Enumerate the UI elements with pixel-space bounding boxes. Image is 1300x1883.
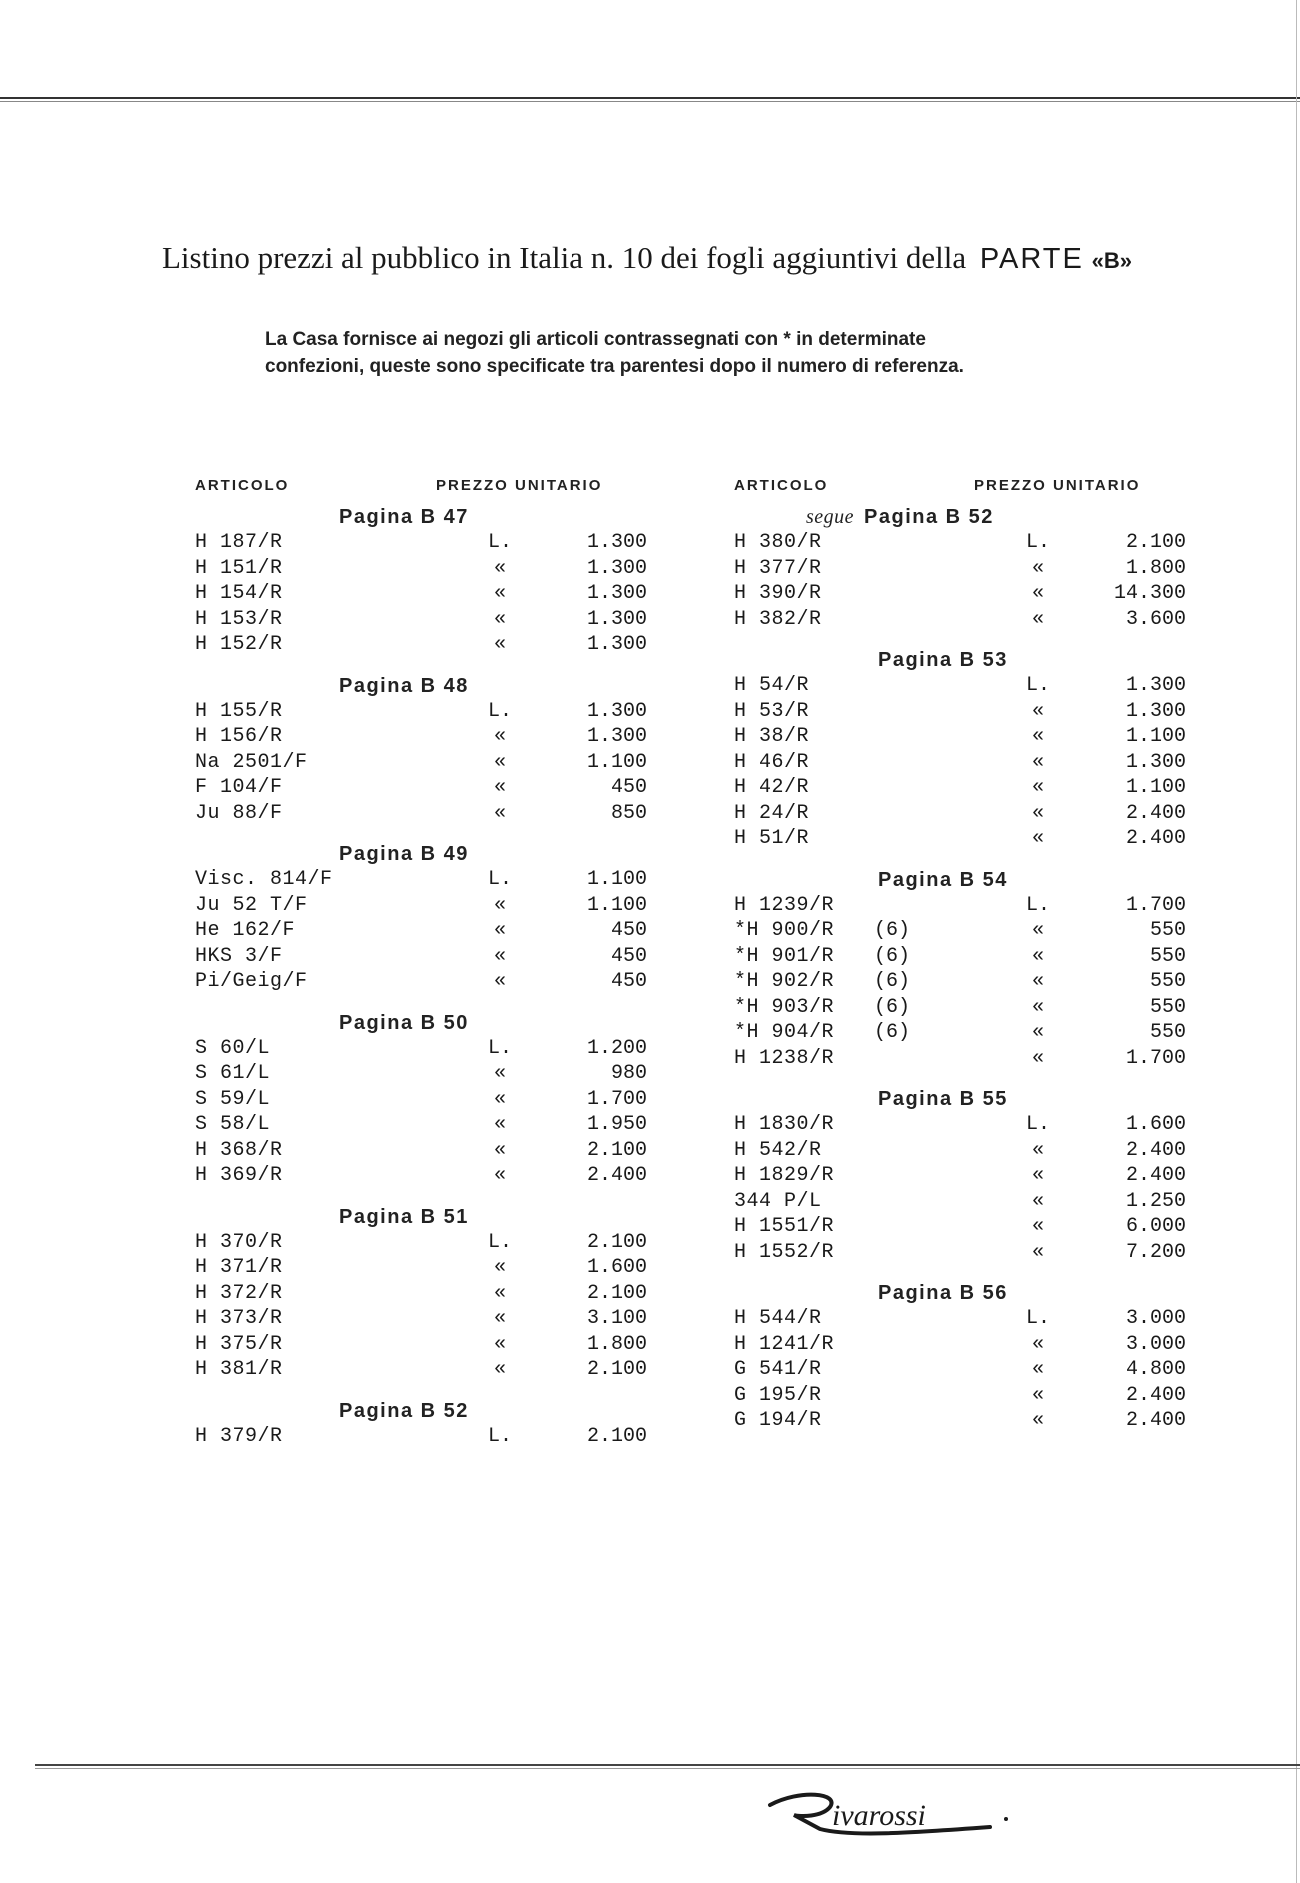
price-row	[734, 918, 1234, 944]
currency-mark: «	[493, 556, 506, 580]
unit-price: 550	[1149, 919, 1186, 942]
top-rule-thin	[0, 101, 1300, 102]
currency-mark: «	[1031, 607, 1044, 631]
price-row	[195, 750, 695, 776]
currency-mark: L.	[1025, 1307, 1050, 1330]
bottom-rule-thin	[35, 1768, 1300, 1769]
pack-quantity: (6)	[874, 919, 911, 942]
page-title	[162, 240, 1132, 276]
unit-price: 2.400	[1125, 1138, 1186, 1162]
currency-mark: «	[1031, 725, 1044, 748]
title-parte: PARTE	[979, 243, 1084, 275]
page-label: Pagina B 54	[878, 868, 1008, 891]
page-label: Pagina B 53	[878, 649, 1008, 671]
currency-mark: «	[1031, 699, 1044, 723]
price-row	[195, 699, 695, 725]
article-code: HKS 3/F	[195, 944, 283, 968]
unit-price: 550	[1149, 944, 1186, 968]
price-row	[734, 801, 1234, 827]
unit-price: 1.300	[586, 633, 647, 656]
price-row	[734, 556, 1234, 582]
article-code: H 379/R	[195, 1424, 283, 1448]
intro-line-2: confezioni, queste sono specificate tra parentesi dopo il numero di referenza.	[265, 356, 964, 377]
page-label: Pagina B 47	[339, 506, 469, 528]
article-code: H 371/R	[195, 1256, 283, 1279]
price-row	[195, 867, 695, 893]
pack-quantity: (6)	[874, 944, 911, 968]
article-code: H 373/R	[195, 1307, 283, 1330]
unit-price: 2.400	[1125, 1409, 1186, 1432]
currency-mark: «	[493, 801, 506, 825]
unit-price: 1.300	[586, 699, 647, 723]
unit-price: 14.300	[1113, 582, 1186, 605]
article-code: S 58/L	[195, 1113, 271, 1136]
unit-price: 1.300	[1125, 699, 1186, 723]
price-row	[734, 530, 1234, 556]
price-row	[195, 1357, 695, 1383]
currency-mark: «	[1031, 1164, 1044, 1187]
article-code: F 104/F	[195, 776, 283, 799]
unit-price: 2.100	[586, 1230, 647, 1254]
article-code: H 1829/R	[734, 1164, 835, 1187]
article-code: H 1241/R	[734, 1332, 835, 1356]
article-code: Visc. 814/F	[195, 868, 333, 891]
article-code: H 1552/R	[734, 1240, 835, 1264]
currency-mark: «	[1031, 1138, 1044, 1162]
segue-label: segue	[806, 506, 855, 528]
unit-price: 450	[610, 944, 647, 968]
article-code: H 46/R	[734, 750, 810, 774]
article-code: H 53/R	[734, 699, 810, 723]
currency-mark: «	[1031, 995, 1044, 1019]
currency-mark: «	[493, 1358, 506, 1381]
currency-mark: L.	[487, 1424, 512, 1448]
price-row	[195, 607, 695, 633]
article-code: *H 904/R	[734, 1021, 835, 1044]
unit-price: 1.300	[586, 582, 647, 605]
currency-mark: L.	[487, 868, 512, 891]
rivarossi-logo	[760, 1775, 1020, 1845]
article-code: Ju 88/F	[195, 801, 283, 825]
currency-mark: «	[1031, 944, 1044, 968]
unit-price: 1.800	[1125, 556, 1186, 580]
unit-price: 1.100	[586, 750, 647, 774]
left-price-column	[195, 505, 695, 1449]
article-code: H 380/R	[734, 531, 822, 554]
price-row	[734, 1357, 1234, 1383]
unit-price: 2.100	[586, 1358, 647, 1381]
page-section-heading	[195, 1399, 695, 1424]
currency-mark: «	[1031, 919, 1044, 942]
currency-mark: «	[493, 633, 506, 656]
price-row	[195, 944, 695, 970]
article-code: H 156/R	[195, 725, 283, 748]
right-edge-rule	[1296, 0, 1297, 1883]
price-row	[734, 673, 1234, 699]
price-row	[734, 581, 1234, 607]
unit-price: 1.200	[586, 1036, 647, 1060]
currency-mark: «	[493, 750, 506, 774]
currency-mark: «	[1031, 582, 1044, 605]
article-code: *H 901/R	[734, 944, 835, 968]
currency-mark: «	[1031, 1240, 1044, 1264]
currency-mark: L.	[1025, 1113, 1050, 1136]
currency-mark: «	[1031, 1215, 1044, 1238]
unit-price: 2.400	[1125, 827, 1186, 850]
page-label: Pagina B 56	[878, 1282, 1008, 1304]
price-row	[734, 1046, 1234, 1072]
article-code: 344 P/L	[734, 1189, 822, 1213]
price-row	[734, 1332, 1234, 1358]
price-row	[734, 1020, 1234, 1046]
page-section-heading	[195, 505, 695, 530]
price-row	[195, 1138, 695, 1164]
article-code: H 54/R	[734, 674, 810, 697]
article-code: *H 900/R	[734, 919, 835, 942]
page-section-heading	[734, 868, 1234, 893]
unit-price: 1.100	[586, 868, 647, 891]
pack-quantity: (6)	[874, 995, 911, 1019]
unit-price: 2.400	[586, 1164, 647, 1187]
currency-mark: L.	[487, 1230, 512, 1254]
unit-price: 1.300	[586, 725, 647, 748]
article-code: H 369/R	[195, 1164, 283, 1187]
unit-price: 1.100	[1125, 725, 1186, 748]
unit-price: 3.000	[1125, 1307, 1186, 1330]
price-row	[734, 1240, 1234, 1266]
currency-mark: «	[1031, 1046, 1044, 1070]
unit-price: 4.800	[1125, 1358, 1186, 1381]
price-row	[195, 1306, 695, 1332]
page-section-heading	[734, 505, 1234, 530]
currency-mark: «	[1031, 1189, 1044, 1213]
unit-price: 3.000	[1125, 1332, 1186, 1356]
price-row	[734, 893, 1234, 919]
intro-note	[265, 326, 1145, 380]
unit-price: 450	[610, 919, 647, 942]
price-row	[734, 1214, 1234, 1240]
right-price-column	[734, 505, 1234, 1434]
unit-price: 1.700	[1125, 1046, 1186, 1070]
article-code: H 368/R	[195, 1138, 283, 1162]
price-row	[195, 775, 695, 801]
unit-price: 2.400	[1125, 1383, 1186, 1407]
currency-mark: «	[1031, 970, 1044, 993]
price-row	[195, 1230, 695, 1256]
currency-mark: «	[493, 607, 506, 631]
intro-line-1: La Casa fornisce ai negozi gli articoli contrassegnati con * in determinate	[265, 329, 926, 350]
article-code: H 544/R	[734, 1307, 822, 1330]
article-code: *H 902/R	[734, 970, 835, 993]
article-code: H 1239/R	[734, 893, 835, 917]
unit-price: 550	[1149, 970, 1186, 993]
currency-mark: «	[1031, 801, 1044, 825]
currency-mark: «	[1031, 556, 1044, 580]
price-row	[195, 969, 695, 995]
price-row	[734, 944, 1234, 970]
article-code: S 61/L	[195, 1062, 271, 1085]
price-row	[734, 1306, 1234, 1332]
price-row	[195, 1163, 695, 1189]
unit-price: 1.300	[586, 556, 647, 580]
article-code: H 42/R	[734, 776, 810, 799]
unit-price: 1.300	[1125, 750, 1186, 774]
currency-mark: «	[493, 1256, 506, 1279]
price-row	[734, 607, 1234, 633]
page-section-heading	[195, 1011, 695, 1036]
price-row	[195, 1255, 695, 1281]
page-label: Pagina B 52	[864, 506, 994, 528]
currency-mark: «	[1031, 827, 1044, 850]
article-code: He 162/F	[195, 919, 296, 942]
price-row	[734, 699, 1234, 725]
unit-price: 1.100	[1125, 776, 1186, 799]
currency-mark: «	[493, 582, 506, 605]
page-label: Pagina B 55	[878, 1088, 1008, 1110]
price-row	[195, 1087, 695, 1113]
currency-mark: «	[1031, 1332, 1044, 1356]
unit-price: 550	[1149, 1021, 1186, 1044]
article-code: H 375/R	[195, 1332, 283, 1356]
article-code: H 381/R	[195, 1358, 283, 1381]
title-letter: «B»	[1091, 248, 1132, 273]
article-code: H 372/R	[195, 1281, 283, 1305]
currency-mark: «	[493, 1164, 506, 1187]
article-code: H 155/R	[195, 699, 283, 723]
right-header-prezzo: PREZZO UNITARIO	[974, 477, 1141, 494]
price-row	[195, 530, 695, 556]
article-code: H 187/R	[195, 531, 283, 554]
logo-lettering: ivarossi	[832, 1799, 926, 1832]
unit-price: 2.100	[1125, 531, 1186, 554]
article-code: H 1238/R	[734, 1046, 835, 1070]
price-row	[734, 724, 1234, 750]
article-code: H 377/R	[734, 556, 822, 580]
price-row	[734, 826, 1234, 852]
article-code: H 1830/R	[734, 1113, 835, 1136]
article-code: H 38/R	[734, 725, 810, 748]
currency-mark: «	[1031, 750, 1044, 774]
left-header-prezzo: PREZZO UNITARIO	[436, 477, 603, 494]
currency-mark: «	[1031, 776, 1044, 799]
unit-price: 7.200	[1125, 1240, 1186, 1264]
currency-mark: «	[493, 725, 506, 748]
price-row	[195, 1281, 695, 1307]
article-code: G 195/R	[734, 1383, 822, 1407]
price-row	[195, 1424, 695, 1450]
unit-price: 980	[610, 1062, 647, 1085]
page-label: Pagina B 51	[339, 1205, 469, 1228]
price-row	[195, 918, 695, 944]
right-header-articolo: ARTICOLO	[734, 477, 829, 494]
article-code: H 152/R	[195, 633, 283, 656]
price-row	[195, 1061, 695, 1087]
currency-mark: «	[1031, 1021, 1044, 1044]
price-row	[734, 1138, 1234, 1164]
price-row	[195, 581, 695, 607]
article-code: H 382/R	[734, 607, 822, 631]
article-code: S 60/L	[195, 1036, 271, 1060]
currency-mark: L.	[487, 1036, 512, 1060]
unit-price: 1.600	[1125, 1113, 1186, 1136]
price-row	[195, 801, 695, 827]
currency-mark: L.	[487, 531, 512, 554]
article-code: H 1551/R	[734, 1215, 835, 1238]
unit-price: 1.300	[586, 531, 647, 554]
unit-price: 1.100	[586, 893, 647, 917]
page-section-heading	[734, 1281, 1234, 1306]
currency-mark: «	[493, 893, 506, 917]
unit-price: 3.600	[1125, 607, 1186, 631]
article-code: H 24/R	[734, 801, 810, 825]
unit-price: 450	[610, 776, 647, 799]
unit-price: 3.100	[586, 1307, 647, 1330]
currency-mark: «	[1031, 1409, 1044, 1432]
page-label: Pagina B 50	[339, 1011, 469, 1034]
article-code: H 154/R	[195, 582, 283, 605]
price-row	[195, 724, 695, 750]
currency-mark: «	[493, 1307, 506, 1330]
price-row	[734, 1112, 1234, 1138]
unit-price: 6.000	[1125, 1215, 1186, 1238]
article-code: G 194/R	[734, 1409, 822, 1432]
unit-price: 1.800	[586, 1332, 647, 1356]
unit-price: 2.100	[586, 1138, 647, 1162]
pack-quantity: (6)	[874, 1021, 911, 1044]
page-label: Pagina B 49	[339, 843, 469, 865]
unit-price: 1.300	[1125, 674, 1186, 697]
title-main: Listino prezzi al pubblico in Italia n. 10 dei fogli aggiuntivi della	[162, 240, 967, 275]
left-header-articolo: ARTICOLO	[195, 477, 290, 494]
unit-price: 1.250	[1125, 1189, 1186, 1213]
currency-mark: «	[493, 1087, 506, 1111]
article-code: *H 903/R	[734, 995, 835, 1019]
article-code: G 541/R	[734, 1358, 822, 1381]
price-row	[734, 995, 1234, 1021]
page-label: Pagina B 48	[339, 674, 469, 697]
price-row	[734, 1163, 1234, 1189]
currency-mark: «	[493, 1332, 506, 1356]
currency-mark: «	[1031, 1383, 1044, 1407]
price-row	[195, 556, 695, 582]
price-row	[195, 1332, 695, 1358]
unit-price: 850	[610, 801, 647, 825]
price-row	[195, 1036, 695, 1062]
page-section-heading	[195, 674, 695, 699]
price-row	[734, 1189, 1234, 1215]
unit-price: 1.700	[1125, 893, 1186, 917]
unit-price: 1.700	[586, 1087, 647, 1111]
article-code: H 151/R	[195, 556, 283, 580]
price-row	[734, 1408, 1234, 1434]
page-section-heading	[195, 842, 695, 867]
article-code: S 59/L	[195, 1087, 271, 1111]
currency-mark: L.	[1025, 674, 1050, 697]
price-row	[195, 893, 695, 919]
unit-price: 450	[610, 970, 647, 993]
currency-mark: «	[493, 1062, 506, 1085]
price-row	[734, 969, 1234, 995]
currency-mark: «	[493, 970, 506, 993]
unit-price: 2.400	[1125, 801, 1186, 825]
unit-price: 550	[1149, 995, 1186, 1019]
currency-mark: «	[493, 1113, 506, 1136]
unit-price: 1.600	[586, 1256, 647, 1279]
unit-price: 1.950	[586, 1113, 647, 1136]
currency-mark: «	[493, 919, 506, 942]
unit-price: 2.100	[586, 1424, 647, 1448]
article-code: H 390/R	[734, 582, 822, 605]
unit-price: 1.300	[586, 607, 647, 631]
unit-price: 2.100	[586, 1281, 647, 1305]
page-section-heading	[195, 1205, 695, 1230]
currency-mark: «	[1031, 1358, 1044, 1381]
price-row	[734, 750, 1234, 776]
article-code: Pi/Geig/F	[195, 970, 308, 993]
price-row	[734, 775, 1234, 801]
currency-mark: L.	[1025, 893, 1050, 917]
currency-mark: L.	[487, 699, 512, 723]
article-code: H 370/R	[195, 1230, 283, 1254]
article-code: H 153/R	[195, 607, 283, 631]
article-code: H 51/R	[734, 827, 810, 850]
currency-mark: «	[493, 776, 506, 799]
bottom-rule	[35, 1764, 1300, 1766]
article-code: H 542/R	[734, 1138, 822, 1162]
currency-mark: «	[493, 1138, 506, 1162]
currency-mark: «	[493, 944, 506, 968]
pack-quantity: (6)	[874, 970, 911, 993]
price-row	[195, 1112, 695, 1138]
page-section-heading	[734, 648, 1234, 673]
price-row	[734, 1383, 1234, 1409]
page-section-heading	[734, 1087, 1234, 1112]
page-label: Pagina B 52	[339, 1399, 469, 1422]
top-rule	[0, 97, 1300, 99]
price-row	[195, 632, 695, 658]
article-code: Ju 52 T/F	[195, 893, 308, 917]
currency-mark: L.	[1025, 531, 1050, 554]
currency-mark: «	[493, 1281, 506, 1305]
article-code: Na 2501/F	[195, 750, 308, 774]
unit-price: 2.400	[1125, 1164, 1186, 1187]
